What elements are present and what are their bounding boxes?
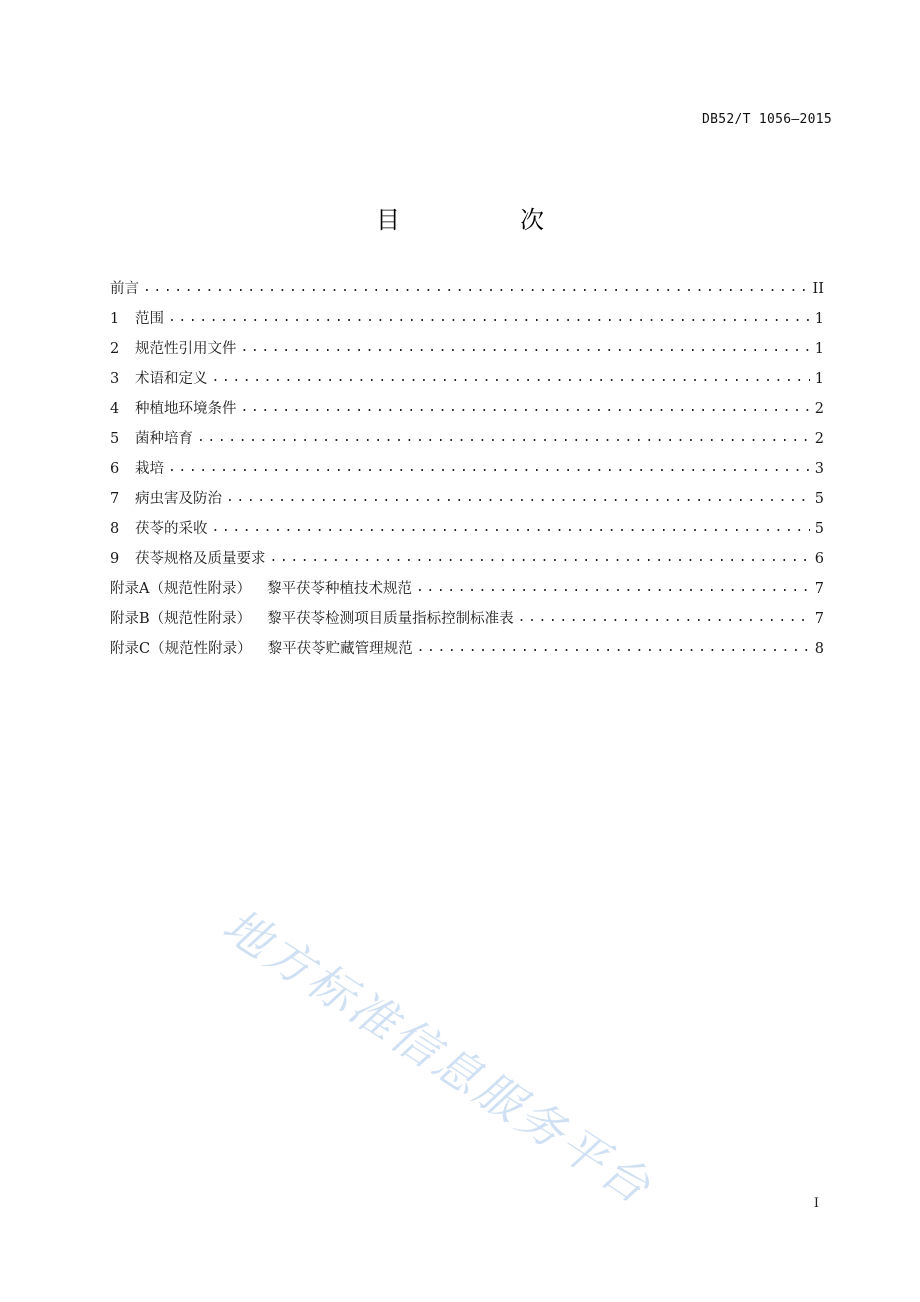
toc-leader-dots (168, 306, 810, 330)
toc-leader-dots (416, 576, 810, 600)
toc-leader-dots (270, 546, 811, 570)
toc-leader-dots (197, 426, 810, 450)
toc-entry-page: 6 (814, 551, 824, 567)
toc-entry-number: 3 (110, 371, 120, 387)
toc-entry-label: 茯苓规格及质量要求 (135, 551, 266, 567)
toc-leader-dots (518, 606, 810, 630)
toc-entry-label: 前言 (110, 281, 139, 297)
toc-entry-label: 种植地环境条件 (135, 401, 237, 417)
toc-leader-dots (143, 276, 809, 300)
toc-entry-page: 5 (814, 521, 824, 537)
toc-leader-dots (241, 396, 811, 420)
toc-leader-dots (226, 486, 810, 510)
toc-entry-1[interactable] (110, 307, 824, 337)
toc-entry-page: 1 (814, 341, 824, 357)
toc-entry-number: 9 (110, 551, 120, 567)
toc-entry-page: 3 (814, 461, 824, 477)
table-of-contents (110, 277, 824, 667)
toc-entry-label: 附录C（规范性附录） (110, 641, 252, 657)
toc-leader-dots (417, 636, 810, 660)
toc-entry-7[interactable] (110, 487, 824, 517)
toc-entry-page: 8 (814, 641, 824, 657)
watermark: 地方标准信息服务平台 (213, 897, 663, 1216)
toc-leader-dots (212, 516, 811, 540)
standard-code: DB52/T 1056—2015 (701, 112, 832, 127)
toc-entry-number: 6 (110, 461, 120, 477)
toc-entry-label: 菌种培育 (135, 431, 193, 447)
toc-entry-number: 4 (110, 401, 120, 417)
toc-entry-label: 栽培 (135, 461, 164, 477)
toc-leader-dots (168, 456, 810, 480)
toc-entry-label: 术语和定义 (135, 371, 208, 387)
toc-entry-5[interactable] (110, 427, 824, 457)
toc-entry-appendix-b[interactable] (110, 607, 824, 637)
toc-entry-label: 范围 (135, 311, 164, 327)
toc-entry-number: 7 (110, 491, 120, 507)
toc-entry-label: 病虫害及防治 (135, 491, 222, 507)
toc-entry-8[interactable] (110, 517, 824, 547)
toc-leader-dots (241, 336, 811, 360)
toc-entry-appendix-a[interactable] (110, 577, 824, 607)
toc-entry-page: 2 (814, 431, 824, 447)
toc-entry-page: 2 (814, 401, 824, 417)
toc-entry-number: 5 (110, 431, 120, 447)
toc-entry-subtitle: 黎平茯苓检测项目质量指标控制标准表 (267, 611, 514, 627)
page-title: 目 次 (376, 206, 592, 234)
toc-entry-label: 规范性引用文件 (135, 341, 237, 357)
toc-entry-3[interactable] (110, 367, 824, 397)
toc-entry-page: 7 (814, 581, 824, 597)
toc-entry-page: 5 (814, 491, 824, 507)
toc-entry-subtitle: 黎平茯苓种植技术规范 (266, 581, 412, 597)
page-number: I (813, 1196, 819, 1211)
toc-leader-dots (212, 366, 811, 390)
toc-entry-6[interactable] (110, 457, 824, 487)
toc-entry-appendix-c[interactable] (110, 637, 824, 667)
toc-entry-page: 1 (814, 311, 824, 327)
toc-entry-number: 1 (110, 311, 120, 327)
toc-entry-page: 1 (814, 371, 824, 387)
toc-entry-4[interactable] (110, 397, 824, 427)
toc-entry-subtitle: 黎平茯苓贮藏管理规范 (267, 641, 413, 657)
toc-entry-page: II (812, 281, 824, 297)
toc-entry-preface[interactable] (110, 277, 824, 307)
toc-entry-number: 8 (110, 521, 120, 537)
toc-entry-label: 附录B（规范性附录） (110, 611, 252, 627)
toc-entry-label: 附录A（规范性附录） (110, 581, 251, 597)
toc-entry-number: 2 (110, 341, 120, 357)
toc-entry-label: 茯苓的采收 (135, 521, 208, 537)
toc-entry-9[interactable] (110, 547, 824, 577)
toc-entry-page: 7 (814, 611, 824, 627)
toc-entry-2[interactable] (110, 337, 824, 367)
